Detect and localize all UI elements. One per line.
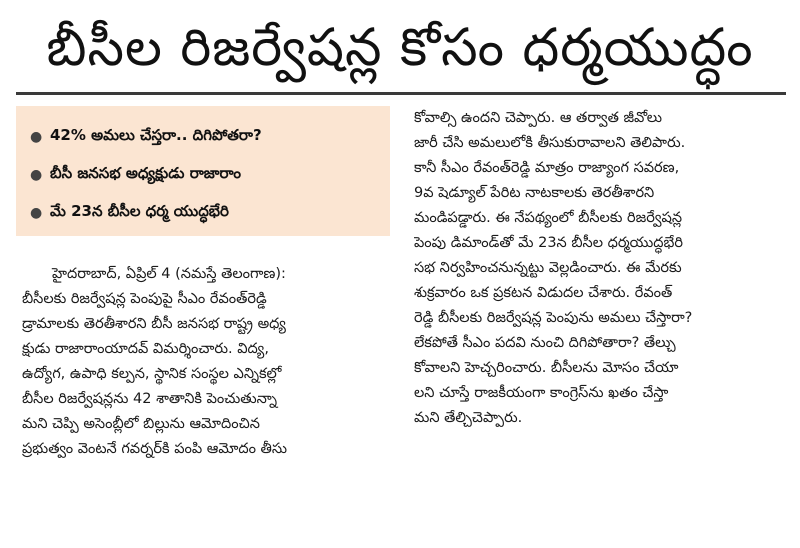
text-line: కానీ సీఎం రేవంత్‌రెడ్డి మాత్రం రాజ్యాంగ సవరణ, <box>414 160 680 176</box>
headline-rule <box>16 92 786 95</box>
bullet-icon: ● <box>30 129 43 145</box>
highlight-text: 42% అమలు చేస్తరా.. దిగిపోతరా? <box>50 126 262 144</box>
text-line: రెడ్డి బీసీలకు రిజర్వేషన్ల పెంపును అమలు చేస్తారా? <box>414 310 693 326</box>
text-line: ఉద్యోగ, ఉపాధి కల్పన, స్థానిక సంస్థల ఎన్నికల్లో <box>22 366 282 382</box>
highlight-item <box>30 194 380 232</box>
text-line: 9వ షెడ్యూల్ పేరిట నాటకాలకు తెరతీశారని <box>414 185 655 201</box>
dateline: హైదరాబాద్, ఏప్రిల్ 4 (నమస్తే తెలంగాణ): <box>52 266 286 282</box>
highlight-item <box>30 118 380 156</box>
text-line: సభ నిర్వహించనున్నట్టు వెల్లడించారు. ఈ మేరకు <box>414 260 682 276</box>
text-line: లని చూస్తే రాజకీయంగా కాంగ్రెస్‌ను ఖతం చేస్తా <box>414 385 669 401</box>
text-line: జారీ చేసి అమలులోకి తీసుకురావాలని తెలిపారు. <box>414 135 686 151</box>
text-line: కోవాల్సి ఉందని చెప్పారు. ఆ తర్వాత జీవోలు <box>414 110 662 126</box>
text-line: మని చెప్పి అసెంబ్లీలో బిల్లును ఆమోదించిన <box>22 416 260 432</box>
text-line: పెంపు డిమాండ్‌తో మే 23న బీసీల ధర్మయుద్ధభేరి <box>414 235 684 251</box>
text-line: క్షుడు రాజారాంయాదవ్ విమర్శించారు. విద్య, <box>22 341 269 357</box>
highlights-box <box>16 106 390 236</box>
text-line: మండిపడ్డారు. ఈ నేపథ్యంలో బీసీలకు రిజర్వేషన్ల <box>414 210 682 226</box>
highlight-item <box>30 156 380 194</box>
bullet-icon: ● <box>30 167 43 183</box>
bullet-icon: ● <box>30 205 43 221</box>
article-column-right <box>414 106 786 431</box>
highlight-text: మే 23న బీసీల ధర్మ యుద్ధభేరి <box>50 202 229 220</box>
text-line: కోవాలని హెచ్చరించారు. బీసీలను మోసం చేయా <box>414 360 679 376</box>
text-line: బీసీల రిజర్వేషన్లను 42 శాతానికి పెంచుతున్నా <box>22 391 277 407</box>
article-column-left <box>22 262 390 462</box>
text-line: బీసీలకు రిజర్వేషన్ల పెంపుపై సీఎం రేవంత్‌రెడ్డి <box>22 291 267 307</box>
text-line: మని తేల్చిచెప్పారు. <box>414 410 523 426</box>
text-line: ప్రభుత్వం వెంటనే గవర్నర్‌కి పంపి ఆమోదం తీసు <box>22 441 288 457</box>
text-line: లేకపోతే సీఎం పదవి నుంచి దిగిపోతారా? తేల్చు <box>414 335 676 351</box>
highlight-text: బీసీ జనసభ అధ్యక్షుడు రాజారాం <box>50 164 241 182</box>
text-line: శుక్రవారం ఒక ప్రకటన విడుదల చేశారు. రేవంత్ <box>414 285 673 301</box>
headline: బీసీల రిజర్వేషన్ల కోసం ధర్మయుద్ధం <box>46 18 754 78</box>
text-line: డ్రామాలకు తెరతీశారని బీసీ జనసభ రాష్ట్ర అధ్య <box>22 316 286 332</box>
